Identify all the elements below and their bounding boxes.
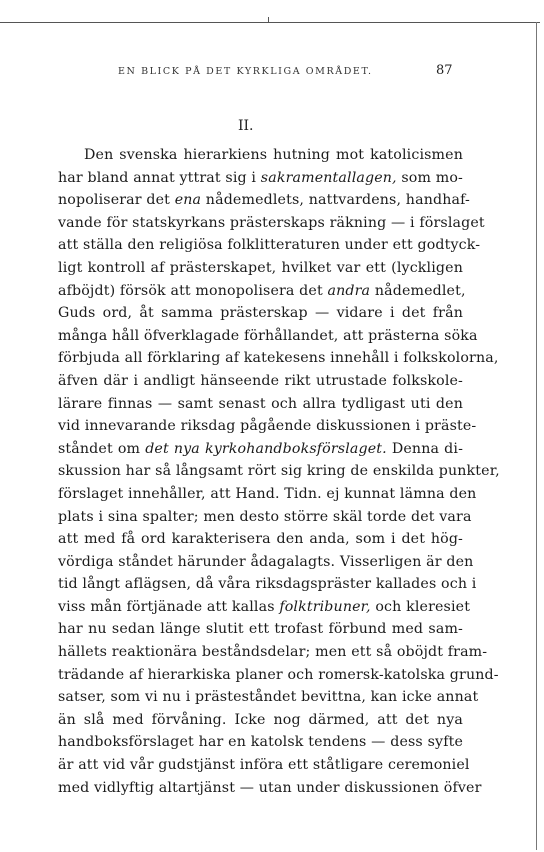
italic-text-segment: andra [327, 282, 371, 299]
text-segment: än slå med förvåning. Icke nog därmed, att det nya [58, 711, 463, 728]
text-line [58, 167, 463, 190]
text-segment: trädande af hierarkiska planer och romersk-katolska grund- [58, 666, 499, 683]
text-segment: att med få ord karakterisera den anda, som i det hög- [58, 531, 463, 548]
text-line [58, 144, 463, 167]
text-segment: har bland annat yttrat sig i [58, 169, 261, 186]
text-line [58, 686, 479, 709]
italic-text-segment: folktribuner, [279, 598, 371, 615]
text-line [58, 618, 463, 641]
text-line [58, 347, 499, 370]
text-segment: ligt kontroll af prästerskapet, hvilket var ett (lyckligen [58, 259, 463, 276]
text-segment: förbjuda all förklaring af katekesens innehåll i folkskolorna, [58, 350, 499, 367]
page-number: 87 [436, 63, 453, 78]
text-line [58, 212, 485, 235]
text-segment: är att vid vår gudstjänst införa ett ståtligare ceremoniel [58, 757, 470, 774]
text-segment: nådemedlets, nattvardens, handhaf- [201, 192, 470, 209]
text-segment: vid innevarande riksdag pågående diskussionen i präste- [58, 418, 477, 435]
text-line [58, 280, 466, 303]
text-segment: skussion har så långsamt rört sig kring de enskilda punkter, [58, 463, 500, 480]
page-edge-line [536, 22, 537, 850]
text-line [58, 257, 463, 280]
text-line [58, 641, 488, 664]
text-line [58, 415, 477, 438]
text-segment: ståndet om [58, 440, 146, 457]
text-segment: har nu sedan länge slutit ett trofast förbund med sam- [58, 621, 463, 638]
top-rule [0, 22, 540, 23]
text-line [58, 551, 474, 574]
text-line [58, 302, 463, 325]
text-segment: Den svenska hierarkiens hutning mot katolicismen [84, 147, 463, 163]
text-line [58, 664, 499, 687]
text-line [58, 189, 470, 212]
text-segment: afböjdt) försök att monopolisera det [58, 282, 328, 299]
text-segment: Denna di- [386, 440, 464, 457]
text-segment: med vidlyftig altartjänst — utan under diskussionen öfver [58, 779, 482, 796]
text-line [58, 483, 477, 506]
text-segment: att ställa den religiösa folklitteraturen under ett godtyck- [58, 237, 481, 254]
text-segment: plats i sina spalter; men desto större skäl torde det vara [58, 508, 472, 525]
text-line [58, 460, 500, 483]
italic-text-segment: ena [174, 192, 202, 209]
text-segment: handboksförslaget har en katolsk tendens — dess syfte [58, 734, 463, 751]
text-line [58, 370, 463, 393]
top-tick-mark [268, 17, 269, 22]
text-line [58, 709, 463, 732]
running-title: EN BLICK PÅ DET KYRKLIGA OMRÅDET. [118, 66, 373, 77]
text-segment: många håll öfverklagade förhållandet, att prästerna söka [58, 327, 478, 344]
text-segment: lärare finnas — samt senast och allra tydligast uti den [58, 395, 463, 412]
text-segment: nådemedlet, [370, 282, 466, 299]
text-line [58, 234, 481, 257]
text-segment: tid långt aflägsen, då våra riksdagspräster kallades och i [58, 576, 477, 593]
text-segment: viss mån förtjänade att kallas [58, 598, 280, 615]
text-segment: vördiga ståndet härunder ådagalagts. Visserligen är den [58, 553, 474, 570]
text-line [58, 528, 463, 551]
text-line [58, 731, 463, 754]
text-line [58, 754, 470, 777]
section-number: II. [238, 118, 254, 134]
text-segment: hällets reaktionära beståndsdelar; men ett så oböjdt fram- [58, 644, 488, 661]
text-segment: vande för statskyrkans prästerskaps räkning — i förslaget [58, 214, 485, 231]
text-segment: nopoliserar det [58, 192, 175, 209]
text-line [58, 596, 471, 619]
text-line [58, 506, 472, 529]
text-line [58, 777, 482, 800]
text-segment: förslaget innehåller, att Hand. Tidn. ej kunnat lämna den [58, 485, 477, 502]
text-line [58, 573, 477, 596]
text-segment: äfven där i andligt hänseende rikt utrustade folkskole- [58, 372, 463, 389]
text-line [58, 393, 463, 416]
text-segment: och kleresiet [370, 598, 471, 615]
text-segment: som mo- [396, 169, 464, 186]
text-segment: satser, som vi nu i prästeståndet bevittna, kan icke annat [58, 689, 479, 706]
text-line [58, 325, 478, 348]
text-segment: Guds ord, åt samma prästerskap — vidare i det från [58, 305, 463, 322]
body-paragraph [58, 144, 500, 799]
text-line [58, 438, 463, 461]
italic-text-segment: sakramentallagen, [260, 169, 397, 186]
italic-text-segment: det nya kyrkohandboksförslaget. [145, 440, 387, 457]
